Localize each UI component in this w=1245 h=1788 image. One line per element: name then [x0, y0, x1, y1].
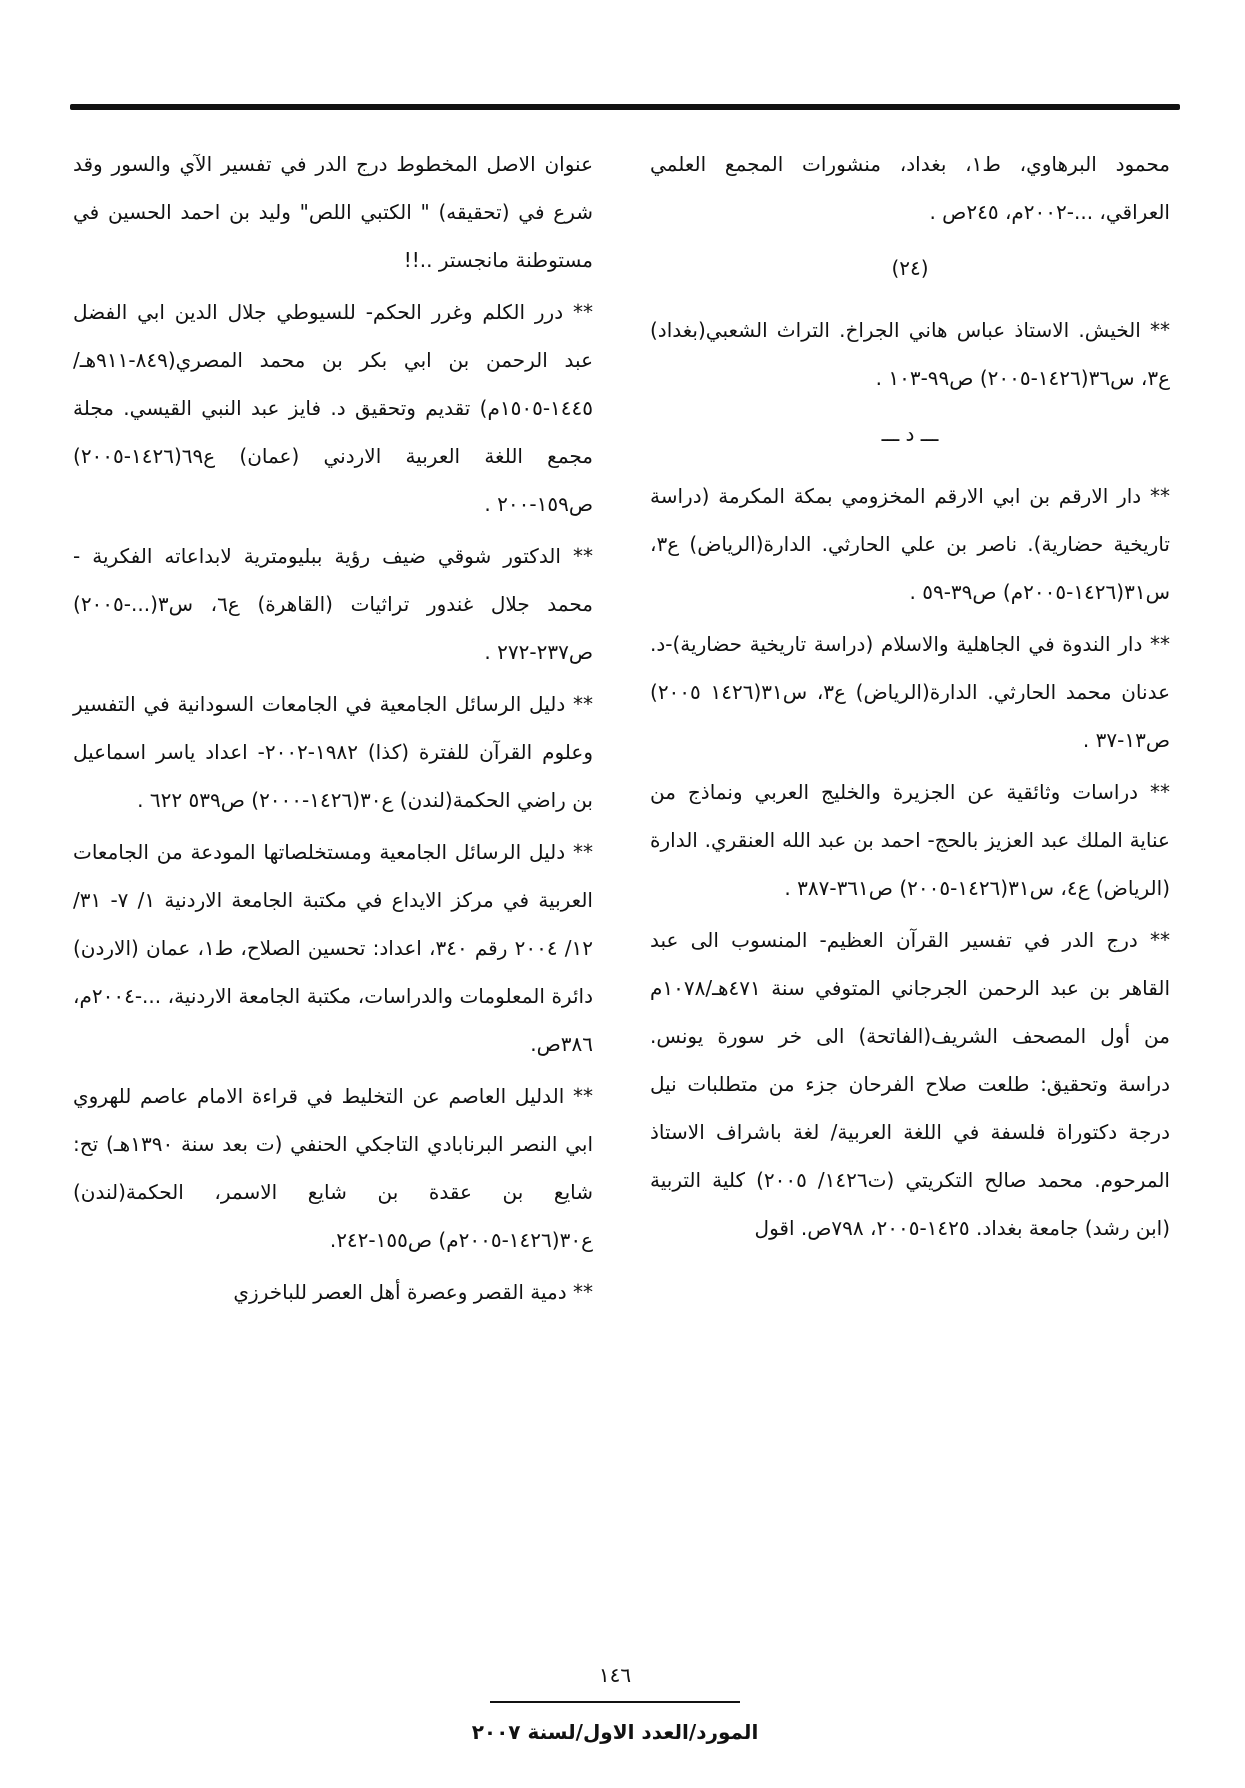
journal-footer: المورد/العدد الاول/لسنة ٢٠٠٧ — [471, 1720, 759, 1744]
entry-paragraph: ** الدليل العاصم عن التخليط في قراءة الامام عاصم للهروي ابي النصر البرنابادي التاجكي الحنفي (ت بعد سنة ١٣٩٠هـ) تح: شايع بن عقدة بن شايع الاسمر، الحكمة(لندن) ع٣٠(١٤٢٦-٢٠٠٥م) ص١٥٥-٢٤٢. — [73, 1084, 594, 1252]
entry-paragraph: ** دمية القصر وعصرة أهل العصر للباخرزي — [233, 1280, 593, 1304]
header-rule — [70, 104, 1180, 110]
entry-paragraph: ** الدكتور شوقي ضيف رؤية ببليومترية لابداعاته الفكرية - محمد جلال غندور تراثيات (القاهرة) ع٦، س٣(...-٢٠٠٥) ص٢٣٧-٢٧٢ . — [73, 544, 593, 664]
entry-paragraph: ** درج الدر في تفسير القرآن العظيم- المنسوب الى عبد القاهر بن عبد الرحمن الجرجاني المتوفي سنة ٤٧١هـ/١٠٧٨م من أول المصحف الشريف(الفاتحة) الى خر سورة يونس. دراسة وتحقيق: طلعت صلاح الفرحان جزء من متطلبات نيل درجة دكتوراة فلسفة في اللغة العربية/ لغة باشراف الاستاذ المرحوم. محمد صالح التكريتي (ت١٤٢٦/ ٢٠٠٥) كلية التربية (ابن رشد) جامعة بغداد. ١٤٢٥-٢٠٠٥، ٧٩٨ص. اقول — [650, 928, 1170, 1240]
section-letter: ـــ د ـــ — [881, 422, 939, 446]
entry-paragraph: ** درر الكلم وغرر الحكم- للسيوطي جلال الدين ابي الفضل عبد الرحمن بن ابي بكر بن محمد المصري(٨٤٩-٩١١هـ/١٤٤٥-١٥٠٥م) تقديم وتحقيق د. فايز عبد النبي القيسي. مجلة مجمع اللغة العربية الاردني (عمان) ع٦٩(١٤٢٦-٢٠٠٥) ص١٥٩-٢٠٠ . — [73, 300, 593, 516]
entry-paragraph: عنوان الاصل المخطوط درج الدر في تفسير الآي والسور وقد شرع في (تحقيقه) " الكتبي اللص" وليد بن احمد الحسين في مستوطنة مانجستر ..!! — [73, 152, 593, 272]
entry-paragraph: ** دراسات وثائقية عن الجزيرة والخليج العربي ونماذج من عناية الملك عبد العزيز بالحج- احمد بن عبد الله العنقري. الدارة (الرياض) ع٤، س٣١(١٤٢٦-٢٠٠٥) ص٣٦١-٣٨٧ . — [650, 780, 1170, 900]
entry-paragraph: ** الخيش. الاستاذ عباس هاني الجراخ. التراث الشعبي(بغداد) ع٣، س٣٦(١٤٢٦-٢٠٠٥) ص٩٩-١٠٣ . — [650, 318, 1170, 390]
entry-paragraph: ** دار الارقم بن ابي الارقم المخزومي بمكة المكرمة (دراسة تاريخية حضارية). ناصر بن علي الحارثي. الدارة(الرياض) ع٣، س٣١(١٤٢٦-٢٠٠٥م) ص٣٩-٥٩ . — [650, 484, 1170, 604]
entry-paragraph: ** دار الندوة في الجاهلية والاسلام (دراسة تاريخية حضارية)-د. عدنان محمد الحارثي. الدارة(الرياض) ع٣، س٣١(١٤٢٦ ٢٠٠٥) ص١٣-٣٧ . — [650, 632, 1170, 752]
entry-paragraph: ** دليل الرسائل الجامعية في الجامعات السودانية في التفسير وعلوم القرآن للفترة (كذا) ١٩٨٢-٢٠٠٢- اعداد ياسر اسماعيل بن راضي الحكمة(لندن) ع٣٠(١٤٢٦-٢٠٠٠) ص٥٣٩ ٦٢٢ . — [73, 692, 594, 812]
right-column — [650, 140, 1170, 1256]
left-column — [73, 140, 593, 1320]
section-number: (٢٤) — [891, 256, 929, 280]
footer-rule — [490, 1701, 740, 1703]
entry-paragraph: ** دليل الرسائل الجامعية ومستخلصاتها المودعة من الجامعات العربية في مركز الايداع في مكتبة الجامعة الاردنية ١/ ٧- ٣١/ ١٢/ ٢٠٠٤ رقم ٣٤٠، اعداد: تحسين الصلاح، ط١، عمان (الاردن) دائرة المعلومات والدراسات، مكتبة الجامعة الاردنية، ...-٢٠٠٤م، ٣٨٦ص. — [73, 840, 593, 1056]
entry-paragraph: محمود البرهاوي، ط١، بغداد، منشورات المجمع العلمي العراقي، ...-٢٠٠٢م، ٢٤٥ص . — [650, 152, 1170, 224]
page-number: ١٤٦ — [598, 1663, 632, 1687]
